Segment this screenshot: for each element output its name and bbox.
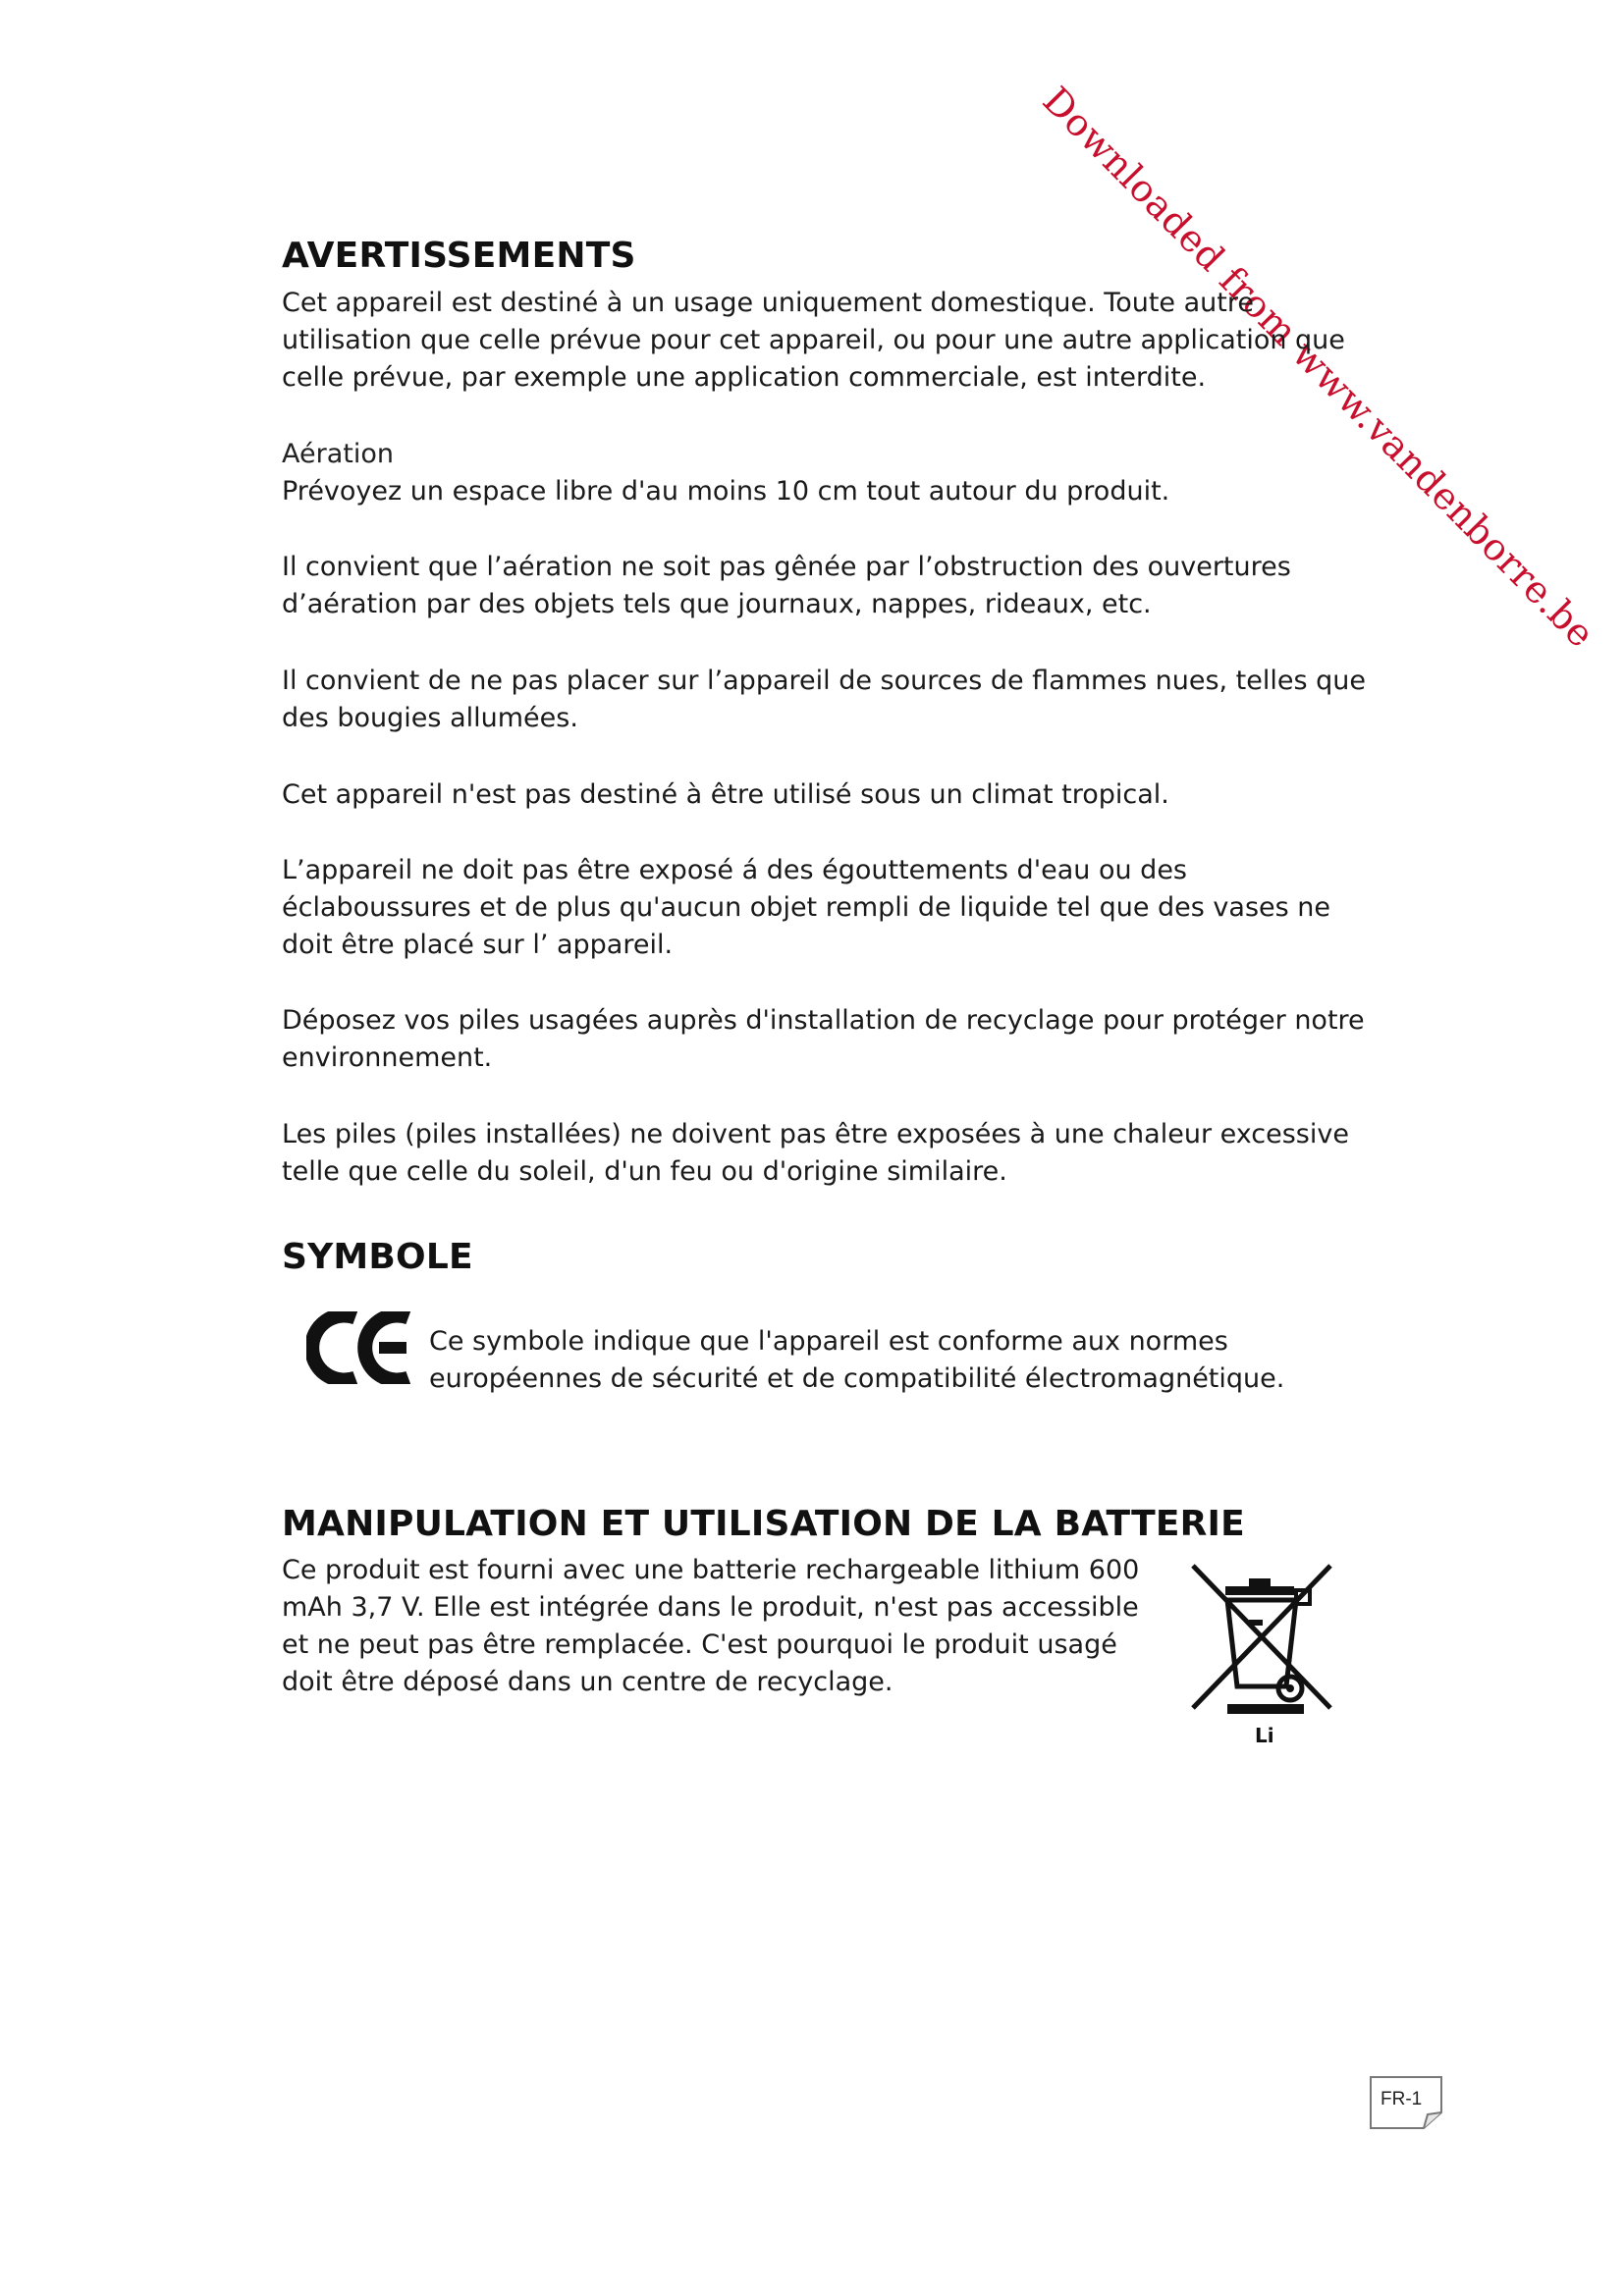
heading-avertissements: AVERTISSEMENTS <box>282 236 636 276</box>
flammes-block <box>282 663 1372 737</box>
batterie-block <box>282 1552 1165 1701</box>
paragraph-aeration: Prévoyez un espace libre d'au moins 10 cm tout autour du produit. <box>282 476 1170 507</box>
paragraph-intro: Cet appareil est destiné à un usage uniquement domestique. Toute autre utilisation que celle prévue pour cet appareil, ou pour une autre application que celle prévue, par exemple une application commerciale, est interdite. <box>282 288 1345 393</box>
heading-aeration: Aération <box>282 439 394 469</box>
section-batterie <box>282 1504 1372 1544</box>
paragraph-egouttements: L’appareil ne doit pas être exposé á des égouttements d'eau ou des éclaboussures et de plus qu'aucun objet rempli de liquide tel que des vases ne doit être placé sur l’ appareil. <box>282 855 1330 960</box>
page-number: FR-1 <box>1380 2089 1423 2109</box>
aeration-block <box>282 436 1372 510</box>
section-symbole <box>282 1237 1372 1277</box>
tropical-block <box>282 776 1372 814</box>
obstruction-block <box>282 549 1372 623</box>
heading-batterie: MANIPULATION ET UTILISATION DE LA BATTERIE <box>282 1504 1245 1544</box>
page-number-tab <box>1369 2075 1443 2130</box>
paragraph-piles-chaleur: Les piles (piles installées) ne doivent pas être exposées à une chaleur excessive telle que celle du soleil, d'un feu ou d'origine similaire. <box>282 1119 1349 1187</box>
egouttements-block <box>282 852 1372 964</box>
download-watermark: Downloaded from www.vandenborre.be <box>1034 79 1603 657</box>
section-avertissements <box>282 236 1372 276</box>
paragraph-tropical: Cet appareil n'est pas destiné à être utilisé sous un climat tropical. <box>282 779 1169 810</box>
piles-chaleur-block <box>282 1116 1372 1191</box>
crossed-bin-icon <box>1188 1561 1335 1753</box>
weee-label: Li <box>1255 1724 1274 1747</box>
paragraph-obstruction: Il convient que l’aération ne soit pas gênée par l’obstruction des ouvertures d’aération par des objets tels que journaux, nappes, rideaux, etc. <box>282 552 1291 619</box>
ce-description <box>429 1323 1372 1398</box>
paragraph-ce: Ce symbole indique que l'appareil est conforme aux normes européennes de sécurité et de compatibilité électromagnétique. <box>429 1326 1285 1394</box>
paragraph-flammes: Il convient de ne pas placer sur l’appareil de sources de flammes nues, telles que des bougies allumées. <box>282 666 1366 733</box>
paragraph-batterie: Ce produit est fourni avec une batterie rechargeable lithium 600 mAh 3,7 V. Elle est intégrée dans le produit, n'est pas accessible et ne peut pas être remplacée. C'est pourquoi le produit usagé doit être déposé dans un centre de recyclage. <box>282 1555 1140 1697</box>
piles-recyclage-block <box>282 1002 1372 1077</box>
paragraph-piles-recyclage: Déposez vos piles usagées auprès d'installation de recyclage pour protéger notre environnement. <box>282 1005 1365 1073</box>
heading-symbole: SYMBOLE <box>282 1237 473 1277</box>
intro-block <box>282 285 1372 397</box>
ce-mark-icon <box>306 1311 414 1384</box>
